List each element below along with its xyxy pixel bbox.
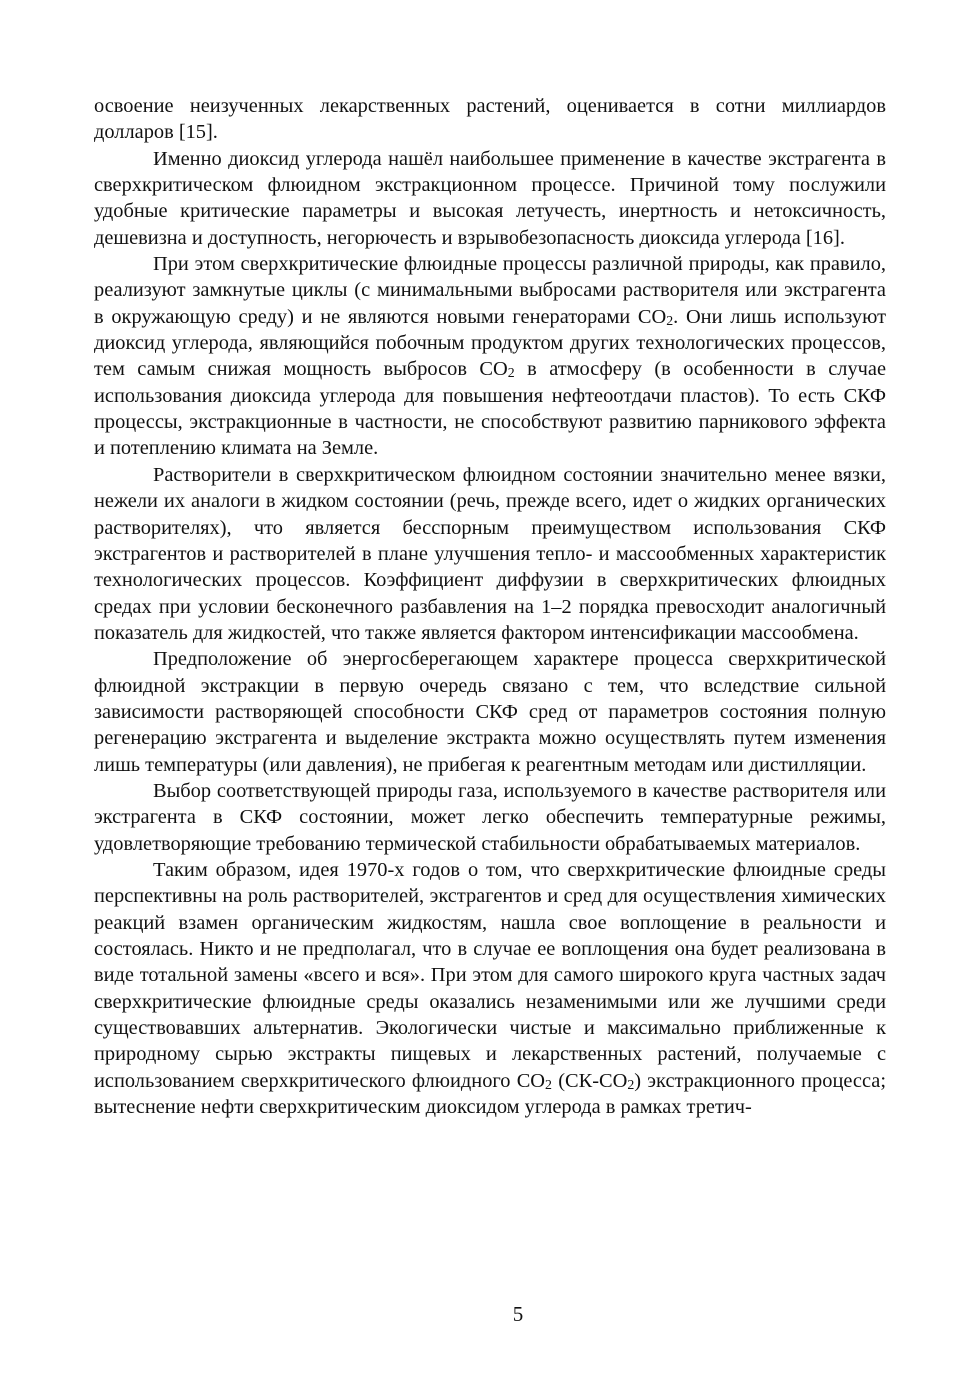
paragraph-text: в атмосферу (в особенности в случае использования диоксида углерода для повышения нефтеоотдачи пластов). То есть СКФ процессы, экстракционные в частности, не способствуют развитию парникового эффекта и потеплению климата на Земле. bbox=[94, 358, 886, 460]
paragraph bbox=[94, 146, 886, 251]
subscript: 2 bbox=[627, 1077, 635, 1093]
paragraph bbox=[94, 93, 886, 146]
paragraph bbox=[94, 251, 886, 462]
subscript: 2 bbox=[507, 366, 515, 382]
paragraph bbox=[94, 462, 886, 646]
page-number: 5 bbox=[512, 1302, 524, 1326]
paragraph-text: Выбор соответствующей природы газа, используемого в качестве растворителя или экстрагента в СКФ состоянии, может легко обеспечить температурные режимы, удовлетворяющие требованию термической стабильности обрабатываемых материалов. bbox=[94, 779, 886, 855]
paragraph bbox=[94, 857, 886, 1120]
paragraph bbox=[94, 646, 886, 778]
subscript: 2 bbox=[666, 313, 674, 329]
paragraph-text: Предположение об энергосберегающем характере процесса сверхкритической флюидной экстракции в первую очередь связано с тем, что вследствие сильной зависимости растворяющей способности СКФ сред от параметров состояния полную регенерацию экстрагента и выделение экстракта можно осуществлять путем изменения лишь температуры (или давления), не прибегая к реагентным методам или дистилляции. bbox=[94, 648, 886, 776]
paragraph-text: (СК-CO bbox=[551, 1069, 628, 1092]
paragraph-text: освоение неизученных лекарственных растений, оценивается в сотни миллиардов долларов [15]. bbox=[94, 95, 886, 144]
paragraph bbox=[94, 778, 886, 857]
subscript: 2 bbox=[545, 1077, 552, 1093]
paragraph-text: Таким образом, идея 1970-х годов о том, что сверхкритические флюидные среды перспективны на роль растворителей, экстрагентов и сред для осуществления химических реакций взамен органическим жидкостям, нашла свое воплощение в реальности и состоялась. Никто и не предполагал, что в случае ее воплощения она будет реализована в виде тотальной замены «всего и вся». При этом для самого широкого круга частных задач сверхкритические флюидные среды оказались незаменимыми или же лучшими среди существовавших альтернатив. Экологически чистые и максимально приближенные к природному сырью экстракты пищевых и лекарственных растений, получаемые с использованием сверхкритического флюидного CO bbox=[94, 858, 886, 1092]
paragraph-text: Растворители в сверхкритическом флюидном состоянии значительно менее вязки, нежели их аналоги в жидком состоянии (речь, прежде всего, идет о жидких органических растворителях), что является бесспорным преимуществом использования СКФ экстрагентов и растворителей в плане улучшения тепло- и массообменных характеристик технологических процессов. Коэффициент диффузии в сверхкритических флюидных средах при условии бесконечного разбавления на 1–2 порядка превосходит аналогичный показатель для жидкостей, что также является фактором интенсификации массообмена. bbox=[94, 463, 886, 644]
paragraph-text: Именно диоксид углерода нашёл наибольшее применение в качестве экстрагента в сверхкритическом флюидном экстракционном процессе. Причиной тому послужили удобные критические параметры и высокая летучесть, инертность и нетоксичность, дешевизна и доступность, негорючесть и взрывобезопасность диоксида углерода [16]. bbox=[94, 147, 886, 249]
paragraph-text: При этом сверхкритические флюидные процессы различной природы, как правило, реализуют замкнутые циклы (с минимальными выбросами растворителя или экстрагента в окружающую среду) и не являются новыми генераторами CO bbox=[94, 253, 886, 328]
body-text bbox=[94, 93, 886, 1120]
paragraph-text: . Они лишь используют диоксид углерода, являющийся побочным продуктом других технологических процессов, тем самым снижая мощность выбросов CO bbox=[94, 305, 886, 381]
paragraph-text: ) экстракционного процесса; вытеснение нефти сверхкритическим диоксидом углерода в рамках третич- bbox=[94, 1069, 886, 1119]
